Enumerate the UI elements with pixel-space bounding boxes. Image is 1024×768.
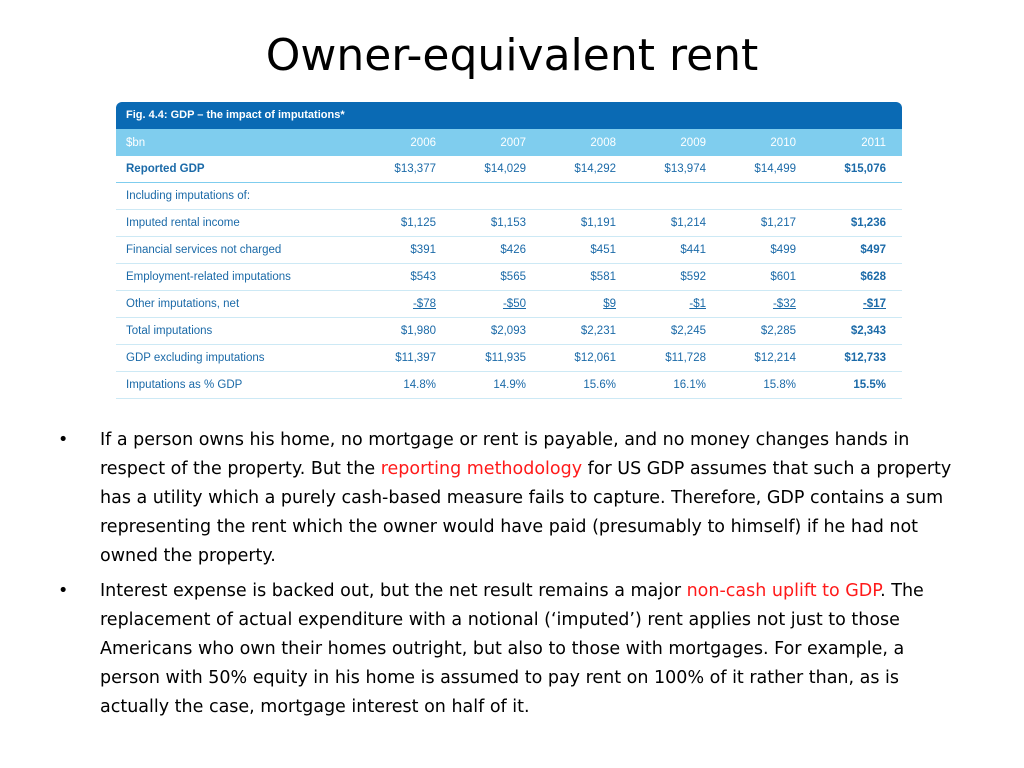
- table-cell: $2,285: [722, 318, 812, 345]
- table-cell: $1,191: [542, 210, 632, 237]
- table-cell: 15.6%: [542, 372, 632, 399]
- table-row: [116, 318, 902, 345]
- table-cell: $601: [722, 264, 812, 291]
- underlined-value: -$17: [862, 298, 886, 310]
- table-row: [116, 210, 902, 237]
- table-cell: $2,343: [812, 318, 902, 345]
- table-cell: $1,236: [812, 210, 902, 237]
- table-cell: $497: [812, 237, 902, 264]
- table-cell: [542, 291, 632, 318]
- underlined-value: -$50: [502, 298, 526, 310]
- table-row: [116, 264, 902, 291]
- table-cell: $1,217: [722, 210, 812, 237]
- row-label: Imputed rental income: [116, 210, 362, 237]
- table-cell: $426: [452, 237, 542, 264]
- bullet-text: If a person owns his home, no mortgage or rent is payable, and no money changes hands in respect of the property. But the: [100, 430, 910, 479]
- header-cell-2011: 2011: [812, 129, 902, 156]
- header-cell-2010: 2010: [722, 129, 812, 156]
- slide-title: Owner-equivalent rent: [265, 30, 759, 81]
- table-cell: $14,292: [542, 156, 632, 183]
- underlined-value: -$1: [689, 298, 706, 310]
- row-label: Reported GDP: [116, 156, 362, 183]
- row-label: Financial services not charged: [116, 237, 362, 264]
- row-label: Other imputations, net: [116, 291, 362, 318]
- bullet-marker: •: [58, 430, 69, 450]
- table-row: [116, 237, 902, 264]
- row-label: Including imputations of:: [116, 183, 362, 210]
- table-cell: $12,061: [542, 345, 632, 372]
- table-cell: $11,728: [632, 345, 722, 372]
- table-cell: $14,029: [452, 156, 542, 183]
- underlined-value: $9: [603, 298, 616, 310]
- table-cell: $1,153: [452, 210, 542, 237]
- underlined-value: -$78: [412, 298, 436, 310]
- table-row: [116, 372, 902, 399]
- table-cell: $2,093: [452, 318, 542, 345]
- gdp-imputations-figure: [116, 102, 902, 399]
- table-cell: $451: [542, 237, 632, 264]
- figure-caption: Fig. 4.4: GDP – the impact of imputations*: [116, 102, 902, 129]
- table-cell: [452, 183, 542, 210]
- table-cell: [632, 183, 722, 210]
- header-cell-2006: 2006: [362, 129, 452, 156]
- table-cell: $499: [722, 237, 812, 264]
- table-cell: 14.8%: [362, 372, 452, 399]
- gdp-table: [116, 129, 902, 399]
- table-cell: $391: [362, 237, 452, 264]
- table-cell: $628: [812, 264, 902, 291]
- highlighted-phrase: non-cash uplift to GDP: [686, 581, 881, 601]
- table-cell: $1,980: [362, 318, 452, 345]
- table-cell: $12,214: [722, 345, 812, 372]
- table-cell: $581: [542, 264, 632, 291]
- bullet-text: . The replacement of actual expenditure with a notional (‘imputed’) rent applies not just to those Americans who own their homes outright, but also to those with mortgages. For example, a person with 50% equity in his home is assumed to pay rent on 100% of it rather than, as is actually the case, mortgage interest on half of it.: [100, 581, 924, 717]
- table-cell: [362, 291, 452, 318]
- underlined-value: -$32: [772, 298, 796, 310]
- table-cell: 15.5%: [812, 372, 902, 399]
- table-cell: $2,245: [632, 318, 722, 345]
- row-label: Imputations as % GDP: [116, 372, 362, 399]
- table-cell: [632, 291, 722, 318]
- row-label: GDP excluding imputations: [116, 345, 362, 372]
- table-row: [116, 291, 902, 318]
- table-cell: $12,733: [812, 345, 902, 372]
- table-cell: [812, 183, 902, 210]
- table-cell: [722, 291, 812, 318]
- bullet-item: [58, 577, 968, 722]
- table-cell: [362, 183, 452, 210]
- table-cell: [452, 291, 542, 318]
- bullet-marker: •: [58, 581, 69, 601]
- highlighted-phrase: reporting methodology: [380, 459, 583, 479]
- table-row: [116, 156, 902, 183]
- bullet-list: [58, 426, 968, 728]
- header-cell-2007: 2007: [452, 129, 542, 156]
- table-row: [116, 345, 902, 372]
- table-cell: [722, 183, 812, 210]
- header-cell-2009: 2009: [632, 129, 722, 156]
- table-cell: [812, 291, 902, 318]
- header-cell-2008: 2008: [542, 129, 632, 156]
- table-header-row: [116, 129, 902, 156]
- table-cell: $1,125: [362, 210, 452, 237]
- table-cell: $14,499: [722, 156, 812, 183]
- table-row: [116, 183, 902, 210]
- table-cell: $543: [362, 264, 452, 291]
- table-cell: $1,214: [632, 210, 722, 237]
- table-cell: $11,935: [452, 345, 542, 372]
- row-label: Total imputations: [116, 318, 362, 345]
- table-cell: $13,377: [362, 156, 452, 183]
- table-cell: 16.1%: [632, 372, 722, 399]
- table-cell: [542, 183, 632, 210]
- table-cell: 15.8%: [722, 372, 812, 399]
- row-label: Employment-related imputations: [116, 264, 362, 291]
- bullet-text: for US GDP assumes that such a property has a utility which a purely cash-based measure fails to capture. Therefore, GDP contains a sum representing the rent which the owner would have paid (presumably to himself) if he had not owned the property.: [100, 459, 952, 566]
- table-cell: $592: [632, 264, 722, 291]
- table-cell: $565: [452, 264, 542, 291]
- bullet-text: Interest expense is backed out, but the net result remains a major: [100, 581, 687, 601]
- table-cell: $441: [632, 237, 722, 264]
- bullet-item: [58, 426, 968, 571]
- table-cell: $11,397: [362, 345, 452, 372]
- header-cell-unit: $bn: [116, 129, 362, 156]
- table-cell: 14.9%: [452, 372, 542, 399]
- table-cell: $13,974: [632, 156, 722, 183]
- table-cell: $2,231: [542, 318, 632, 345]
- table-cell: $15,076: [812, 156, 902, 183]
